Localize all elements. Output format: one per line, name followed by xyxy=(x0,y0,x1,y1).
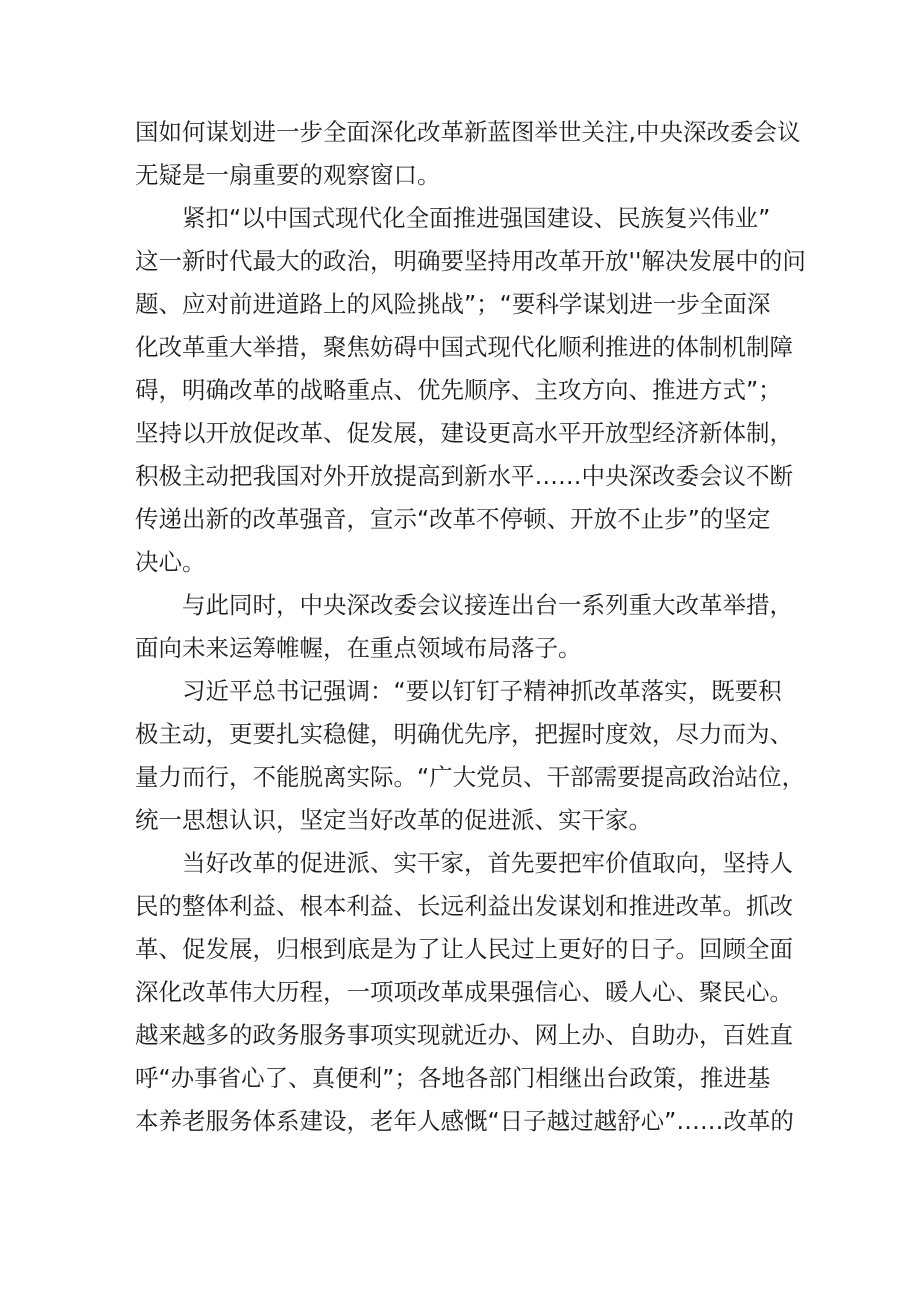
text-line: 决心。 xyxy=(135,548,206,576)
text-line: 民的整体利益、根本利益、长远利益出发谋划和推进改革。抓改 xyxy=(135,892,793,920)
text-line: 呼“办事省心了、真便利”；各地各部门相继出台政策，推进基 xyxy=(135,1064,771,1092)
text-line: 无疑是一扇重要的观察窗口。 xyxy=(135,161,441,189)
text-line: 深化改革伟大历程，一项项改革成果强信心、暖人心、聚民心。 xyxy=(135,978,793,1006)
paragraph xyxy=(135,842,803,1143)
text-line: 积极主动把我国对外开放提高到新水平……中央深改委会议不断 xyxy=(135,462,793,490)
text-line: 当好改革的促进派、实干家，首先要把牢价值取向，坚持人 xyxy=(182,849,793,877)
text-line: 量力而行，不能脱离实际。“广大党员、干部需要提高政治站位， xyxy=(135,763,806,791)
paragraph xyxy=(135,584,803,670)
text-line: 统一思想认识，坚定当好改革的促进派、实干家。 xyxy=(135,806,652,834)
document-body xyxy=(135,111,806,1143)
text-line: 国如何谋划进一步全面深化改革新蓝图举世关注,中央深改委会议 xyxy=(135,118,801,146)
text-line: 化改革重大举措，聚焦妨碍中国式现代化顺利推进的体制机制障 xyxy=(135,333,793,361)
paragraph xyxy=(135,111,803,197)
text-line: 传递出新的改革强音，宣示“改革不停顿、开放不止步”的坚定 xyxy=(135,505,771,533)
text-line: 紧扣“以中国式现代化全面推进强国建设、民族复兴伟业” xyxy=(182,204,771,232)
text-line: 碍，明确改革的战略重点、优先顺序、主攻方向、推进方式”； xyxy=(135,376,782,404)
paragraph xyxy=(135,197,806,584)
text-line: 本养老服务体系建设，老年人感慨“日子越过越舒心”……改革的 xyxy=(135,1107,794,1135)
text-line: 极主动，更要扎实稳健，明确优先序，把握时度效，尽力而为、 xyxy=(135,720,793,748)
text-line: 越来越多的政务服务事项实现就近办、网上办、自助办，百姓直 xyxy=(135,1021,793,1049)
text-line: 习近平总书记强调：“要以钉钉子精神抓改革落实，既要积 xyxy=(182,677,782,705)
text-line: 革、促发展，归根到底是为了让人民过上更好的日子。回顾全面 xyxy=(135,935,793,963)
paragraph xyxy=(135,670,806,842)
text-line: 坚持以开放促改革、促发展，建设更高水平开放型经济新体制， xyxy=(135,419,793,447)
text-line: 与此同时，中央深改委会议接连出台一系列重大改革举措， xyxy=(182,591,793,619)
text-line: 面向未来运筹帷幄，在重点领域布局落子。 xyxy=(135,634,582,662)
text-line: 题、应对前进道路上的风险挑战”；“要科学谋划进一步全面深 xyxy=(135,290,771,318)
text-line: 这一新时代最大的政治，明确要坚持用改革开放''解决发展中的问 xyxy=(135,247,806,275)
